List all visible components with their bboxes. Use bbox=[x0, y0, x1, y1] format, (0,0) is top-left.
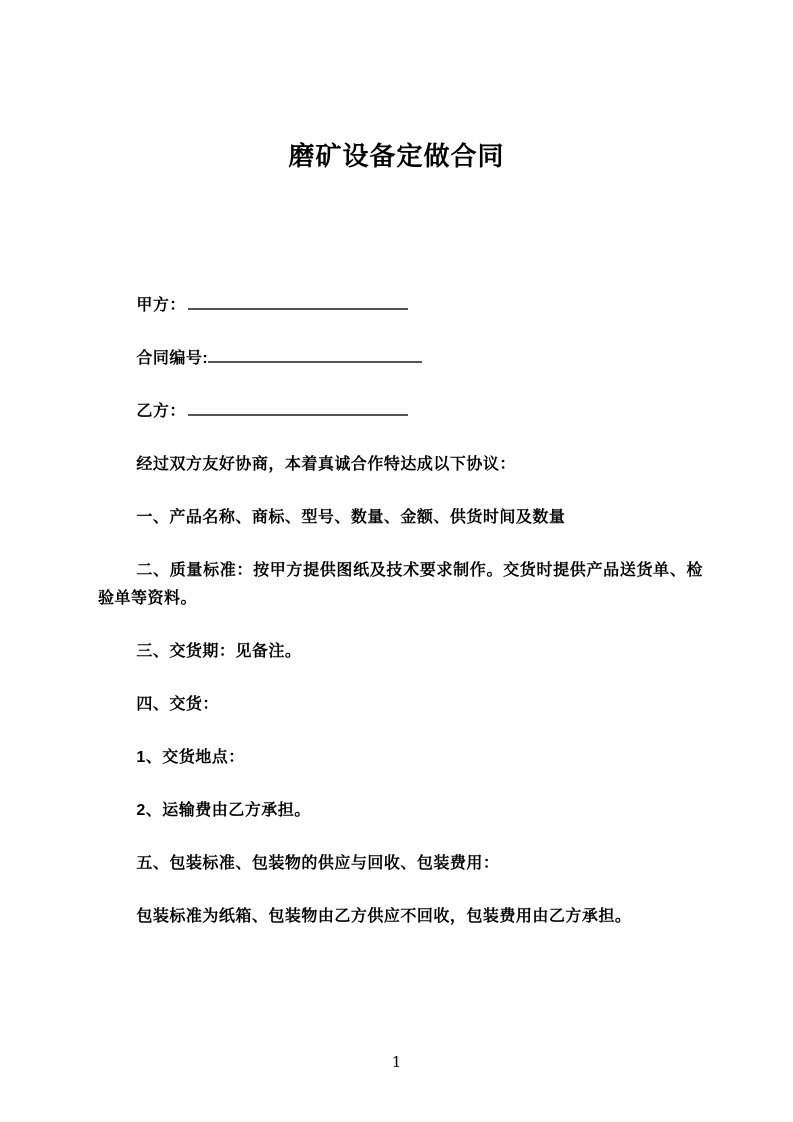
paragraph-clause-4-item-1: 1、交货地点： bbox=[136, 749, 245, 766]
paragraph-clause-5-detail: 包装标准为纸箱、包装物由乙方供应不回收，包装费用由乙方承担。 bbox=[136, 908, 632, 925]
paragraph-clause-5: 五、包装标准、包装物的供应与回收、包装费用： bbox=[136, 855, 500, 872]
paragraph-clause-3: 三、交货期：见备注。 bbox=[136, 643, 302, 660]
document-body bbox=[0, 292, 793, 931]
contract-number-fill-in-blank bbox=[208, 349, 422, 363]
contract-number-line bbox=[98, 345, 703, 373]
paragraph-preamble: 经过双方友好协商，本着真诚合作特达成以下协议： bbox=[136, 456, 516, 473]
paragraph-clause-4-item-2: 2、运输费由乙方承担。 bbox=[136, 802, 311, 819]
page-number: 1 bbox=[391, 1053, 402, 1071]
paragraph-clause-2: 二、质量标准：按甲方提供图纸及技术要求制作。交货时提供产品送货单、检验单等资料。 bbox=[98, 562, 703, 607]
party-b-label: 乙方： bbox=[136, 403, 186, 420]
party-a-label: 甲方： bbox=[136, 297, 186, 314]
paragraph-clause-4: 四、交货： bbox=[136, 696, 219, 713]
party-b-fill-in-blank bbox=[188, 402, 408, 416]
party-b-line bbox=[98, 398, 703, 426]
paragraph-clause-1: 一、产品名称、商标、型号、数量、金额、供货时间及数量 bbox=[136, 509, 566, 526]
contract-number-label: 合同编号: bbox=[136, 350, 209, 367]
party-a-fill-in-blank bbox=[188, 296, 408, 310]
party-a-line bbox=[98, 292, 703, 320]
document-title: 磨矿设备定做合同 bbox=[288, 141, 505, 171]
